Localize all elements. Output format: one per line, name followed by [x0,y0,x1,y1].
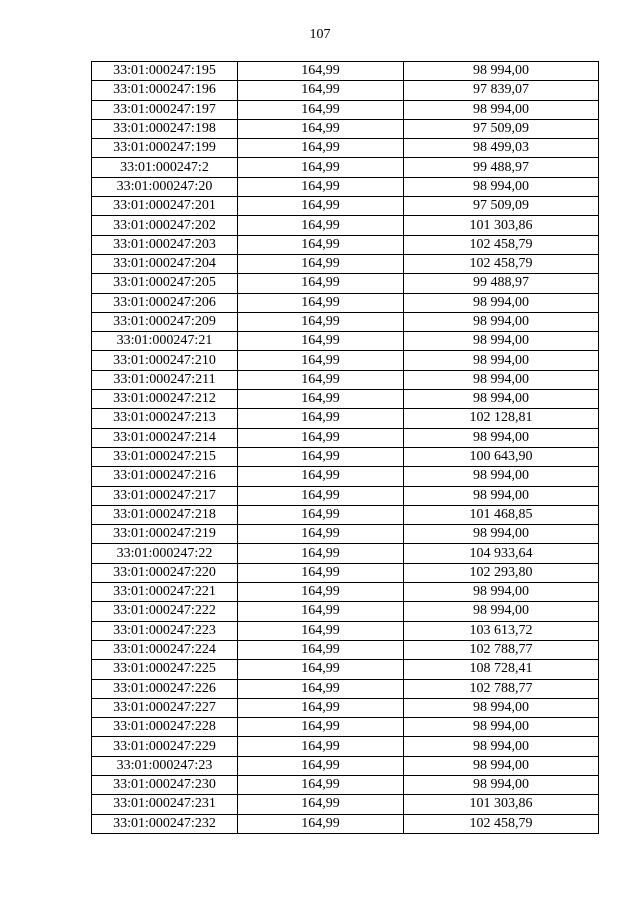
cadastral-value-cell: 102 458,79 [404,814,599,833]
area-cell: 164,99 [238,351,404,370]
cadastral-value-cell: 98 994,00 [404,467,599,486]
area-cell: 164,99 [238,756,404,775]
cadastral-value-cell: 99 488,97 [404,158,599,177]
cadastral-value-cell: 102 293,80 [404,563,599,582]
cadastral-value-cell: 98 994,00 [404,390,599,409]
table-row [92,660,599,679]
cadastral-number-cell: 33:01:000247:21 [92,332,238,351]
cadastral-number-cell: 33:01:000247:23 [92,756,238,775]
area-cell: 164,99 [238,814,404,833]
cadastral-value-cell: 98 994,00 [404,293,599,312]
area-cell: 164,99 [238,679,404,698]
cadastral-value-cell: 98 994,00 [404,351,599,370]
cadastral-value-cell: 97 509,09 [404,197,599,216]
cadastral-number-cell: 33:01:000247:197 [92,100,238,119]
table-row [92,563,599,582]
cadastral-number-cell: 33:01:000247:231 [92,795,238,814]
cadastral-number-cell: 33:01:000247:216 [92,467,238,486]
area-cell: 164,99 [238,197,404,216]
area-cell: 164,99 [238,216,404,235]
area-cell: 164,99 [238,640,404,659]
table-row [92,679,599,698]
cadastral-number-cell: 33:01:000247:232 [92,814,238,833]
table-row [92,602,599,621]
table-row [92,254,599,273]
cadastral-number-cell: 33:01:000247:2 [92,158,238,177]
table-row [92,775,599,794]
area-cell: 164,99 [238,602,404,621]
table-row [92,640,599,659]
cadastral-value-cell: 103 613,72 [404,621,599,640]
area-cell: 164,99 [238,563,404,582]
cadastral-number-cell: 33:01:000247:210 [92,351,238,370]
area-cell: 164,99 [238,775,404,794]
area-cell: 164,99 [238,486,404,505]
table-row [92,814,599,833]
area-cell: 164,99 [238,119,404,138]
cadastral-number-cell: 33:01:000247:229 [92,737,238,756]
cadastral-number-cell: 33:01:000247:214 [92,428,238,447]
table-body [92,62,599,834]
table-row [92,409,599,428]
cadastral-number-cell: 33:01:000247:204 [92,254,238,273]
table-row [92,216,599,235]
cadastral-value-cell: 97 509,09 [404,119,599,138]
area-cell: 164,99 [238,409,404,428]
cadastral-number-cell: 33:01:000247:198 [92,119,238,138]
cadastral-number-cell: 33:01:000247:230 [92,775,238,794]
area-cell: 164,99 [238,158,404,177]
table-row [92,756,599,775]
area-cell: 164,99 [238,235,404,254]
cadastral-value-cell: 98 994,00 [404,428,599,447]
area-cell: 164,99 [238,274,404,293]
cadastral-value-cell: 98 994,00 [404,62,599,81]
cadastral-value-cell: 101 468,85 [404,505,599,524]
cadastral-number-cell: 33:01:000247:20 [92,177,238,196]
cadastral-value-cell: 98 994,00 [404,718,599,737]
cadastral-number-cell: 33:01:000247:213 [92,409,238,428]
table-row [92,312,599,331]
area-cell: 164,99 [238,139,404,158]
cadastral-value-cell: 98 994,00 [404,525,599,544]
table-row [92,100,599,119]
area-cell: 164,99 [238,390,404,409]
table-row [92,525,599,544]
table-row [92,467,599,486]
cadastral-number-cell: 33:01:000247:222 [92,602,238,621]
cadastral-number-cell: 33:01:000247:196 [92,81,238,100]
cadastral-value-cell: 102 128,81 [404,409,599,428]
cadastral-value-cell: 102 788,77 [404,640,599,659]
table-row [92,274,599,293]
table-row [92,428,599,447]
table-row [92,177,599,196]
cadastral-number-cell: 33:01:000247:228 [92,718,238,737]
table-row [92,139,599,158]
cadastral-value-cell: 102 458,79 [404,254,599,273]
table-row [92,718,599,737]
area-cell: 164,99 [238,177,404,196]
cadastral-number-cell: 33:01:000247:225 [92,660,238,679]
cadastral-value-cell: 101 303,86 [404,795,599,814]
table-row [92,293,599,312]
cadastral-number-cell: 33:01:000247:219 [92,525,238,544]
cadastral-value-cell: 100 643,90 [404,447,599,466]
cadastral-number-cell: 33:01:000247:199 [92,139,238,158]
cadastral-number-cell: 33:01:000247:209 [92,312,238,331]
cadastral-value-cell: 98 994,00 [404,737,599,756]
cadastral-number-cell: 33:01:000247:211 [92,370,238,389]
cadastral-number-cell: 33:01:000247:220 [92,563,238,582]
area-cell: 164,99 [238,332,404,351]
cadastral-number-cell: 33:01:000247:221 [92,583,238,602]
cadastral-value-cell: 98 994,00 [404,756,599,775]
cadastral-value-cell: 98 499,03 [404,139,599,158]
table-row [92,370,599,389]
table-row [92,698,599,717]
table-row [92,795,599,814]
cadastral-number-cell: 33:01:000247:22 [92,544,238,563]
cadastral-number-cell: 33:01:000247:223 [92,621,238,640]
area-cell: 164,99 [238,525,404,544]
cadastral-number-cell: 33:01:000247:195 [92,62,238,81]
cadastral-number-cell: 33:01:000247:203 [92,235,238,254]
area-cell: 164,99 [238,81,404,100]
table-row [92,505,599,524]
table-row [92,621,599,640]
area-cell: 164,99 [238,505,404,524]
cadastral-number-cell: 33:01:000247:218 [92,505,238,524]
table-row [92,119,599,138]
cadastral-value-cell: 98 994,00 [404,583,599,602]
area-cell: 164,99 [238,447,404,466]
area-cell: 164,99 [238,62,404,81]
cadastral-value-cell: 102 458,79 [404,235,599,254]
area-cell: 164,99 [238,428,404,447]
cadastral-value-cell: 98 994,00 [404,698,599,717]
cadastral-number-cell: 33:01:000247:206 [92,293,238,312]
area-cell: 164,99 [238,312,404,331]
table-row [92,81,599,100]
table-row [92,332,599,351]
area-cell: 164,99 [238,293,404,312]
cadastral-value-cell: 98 994,00 [404,486,599,505]
cadastral-value-cell: 98 994,00 [404,312,599,331]
area-cell: 164,99 [238,737,404,756]
area-cell: 164,99 [238,718,404,737]
area-cell: 164,99 [238,698,404,717]
table-row [92,447,599,466]
cadastral-number-cell: 33:01:000247:227 [92,698,238,717]
area-cell: 164,99 [238,544,404,563]
cadastral-number-cell: 33:01:000247:201 [92,197,238,216]
cadastral-number-cell: 33:01:000247:224 [92,640,238,659]
page-number: 107 [309,27,331,42]
table-row [92,158,599,177]
table-row [92,351,599,370]
cadastral-value-cell: 98 994,00 [404,332,599,351]
area-cell: 164,99 [238,370,404,389]
area-cell: 164,99 [238,467,404,486]
cadastral-number-cell: 33:01:000247:226 [92,679,238,698]
area-cell: 164,99 [238,621,404,640]
cadastral-number-cell: 33:01:000247:215 [92,447,238,466]
area-cell: 164,99 [238,254,404,273]
cadastral-number-cell: 33:01:000247:202 [92,216,238,235]
area-cell: 164,99 [238,583,404,602]
area-cell: 164,99 [238,660,404,679]
cadastral-value-cell: 98 994,00 [404,370,599,389]
cadastral-value-cell: 102 788,77 [404,679,599,698]
cadastral-value-cell: 99 488,97 [404,274,599,293]
cadastral-number-cell: 33:01:000247:217 [92,486,238,505]
table-row [92,390,599,409]
cadastral-number-cell: 33:01:000247:205 [92,274,238,293]
table-row [92,197,599,216]
cadastral-value-cell: 101 303,86 [404,216,599,235]
table-row [92,62,599,81]
cadastral-value-cell: 97 839,07 [404,81,599,100]
cadastral-value-cell: 108 728,41 [404,660,599,679]
cadastral-value-cell: 104 933,64 [404,544,599,563]
table-row [92,544,599,563]
cadastral-value-cell: 98 994,00 [404,602,599,621]
cadastral-number-cell: 33:01:000247:212 [92,390,238,409]
table-row [92,583,599,602]
cadastral-value-table [91,61,599,834]
area-cell: 164,99 [238,100,404,119]
area-cell: 164,99 [238,795,404,814]
cadastral-value-cell: 98 994,00 [404,177,599,196]
table-row [92,235,599,254]
cadastral-value-cell: 98 994,00 [404,775,599,794]
table-row [92,737,599,756]
cadastral-value-cell: 98 994,00 [404,100,599,119]
table-row [92,486,599,505]
